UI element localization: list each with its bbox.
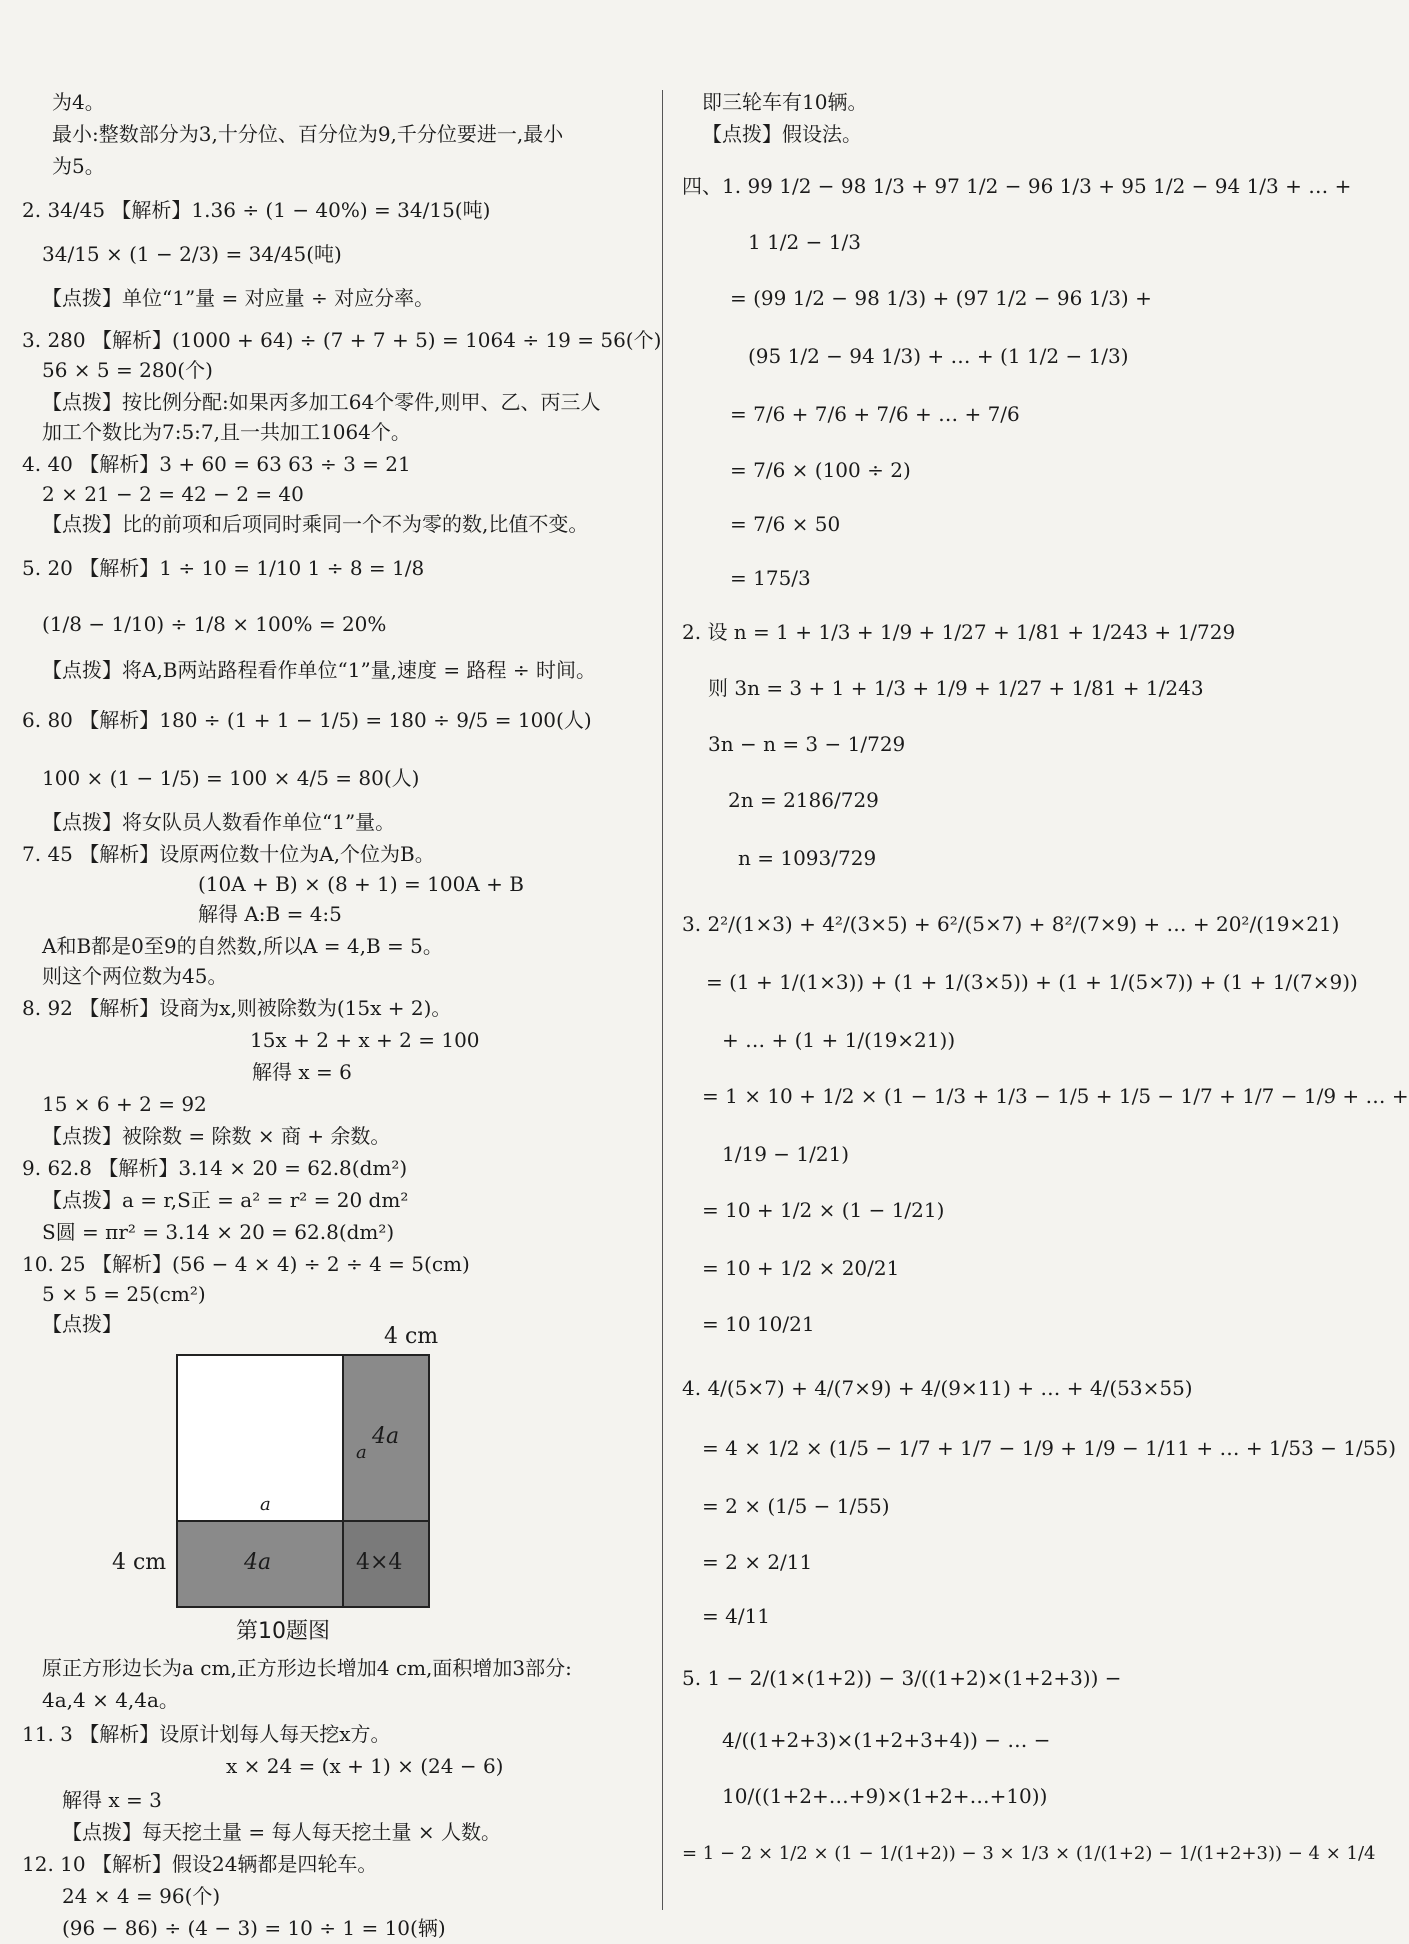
answer-8: 8. 92 【解析】设商为x,则被除数为(15x + 2)。 — [22, 996, 452, 1020]
math-line: = 10 10/21 — [702, 1312, 815, 1336]
answer-10: 10. 25 【解析】(56 − 4 × 4) ÷ 2 ÷ 4 = 5(cm) — [22, 1252, 470, 1276]
section-four-q3: 3. 2²/(1×3) + 4²/(3×5) + 6²/(5×7) + 8²/(7×9) + … + 20²/(19×21) — [682, 912, 1340, 936]
math-line: + … + (1 + 1/(19×21)) — [722, 1028, 956, 1052]
hint-line: 【点拨】比的前项和后项同时乘同一个不为零的数,比值不变。 — [42, 512, 589, 536]
math-line: = 2 × (1/5 − 1/55) — [702, 1494, 890, 1518]
section-four-q1: 四、1. 99 1/2 − 98 1/3 + 97 1/2 − 96 1/3 + 95 1/2 − 94 1/3 + … + — [682, 174, 1352, 198]
text-line: 即三轮车有10辆。 — [702, 90, 868, 114]
text-line: A和B都是0至9的自然数,所以A = 4,B = 5。 — [42, 934, 443, 958]
hint-line: 【点拨】假设法。 — [702, 122, 862, 146]
text-line: 5 × 5 = 25(cm²) — [42, 1282, 206, 1306]
text-line: 最小:整数部分为3,十分位、百分位为9,千分位要进一,最小 — [52, 122, 564, 146]
text-line: 100 × (1 − 1/5) = 100 × 4/5 = 80(人) — [42, 766, 420, 790]
answer-9: 9. 62.8 【解析】3.14 × 20 = 62.8(dm²) — [22, 1156, 408, 1180]
text-line: 则这个两位数为45。 — [42, 964, 228, 988]
math-line: = 10 + 1/2 × (1 − 1/21) — [702, 1198, 945, 1222]
hint-line: 【点拨】每天挖土量 = 每人每天挖土量 × 人数。 — [62, 1820, 501, 1844]
math-line: = (99 1/2 − 98 1/3) + (97 1/2 − 96 1/3) + — [730, 286, 1152, 310]
hint-line: 【点拨】将A,B两站路程看作单位“1”量,速度 = 路程 ÷ 时间。 — [42, 658, 596, 682]
region-corner-label: 4×4 — [356, 1550, 403, 1575]
figure-caption: 第10题图 — [236, 1619, 330, 1644]
math-line: = 1 × 10 + 1/2 × (1 − 1/3 + 1/3 − 1/5 + 1/5 − 1/7 + 1/7 − 1/9 + … + — [702, 1084, 1409, 1108]
answer-3: 3. 280 【解析】(1000 + 64) ÷ (7 + 7 + 5) = 1064 ÷ 19 = 56(个) — [22, 328, 662, 352]
text-line: 34/15 × (1 − 2/3) = 34/45(吨) — [42, 242, 342, 266]
hint-line: 【点拨】单位“1”量 = 对应量 ÷ 对应分率。 — [42, 286, 435, 310]
answer-11: 11. 3 【解析】设原计划每人每天挖x方。 — [22, 1722, 391, 1746]
math-line: = (1 + 1/(1×3)) + (1 + 1/(3×5)) + (1 + 1/(5×7)) + (1 + 1/(7×9)) — [706, 970, 1358, 994]
section-four-q5: 5. 1 − 2/(1×(1+2)) − 3/((1+2)×(1+2+3)) − — [682, 1666, 1122, 1690]
text-line: 15 × 6 + 2 = 92 — [42, 1092, 207, 1116]
text-line: (96 − 86) ÷ (4 − 3) = 10 ÷ 1 = 10(辆) — [62, 1916, 446, 1940]
math-line: 1 1/2 − 1/3 — [748, 230, 861, 254]
text-line: 解得 x = 3 — [62, 1788, 162, 1812]
text-line: 56 × 5 = 280(个) — [42, 358, 213, 382]
math-line: (95 1/2 − 94 1/3) + … + (1 1/2 − 1/3) — [748, 344, 1129, 368]
text-line: (1/8 − 1/10) ÷ 1/8 × 100% = 20% — [42, 612, 387, 636]
math-line: 则 3n = 3 + 1 + 1/3 + 1/9 + 1/27 + 1/81 + 1/243 — [708, 676, 1204, 700]
answer-6: 6. 80 【解析】180 ÷ (1 + 1 − 1/5) = 180 ÷ 9/5 = 100(人) — [22, 708, 592, 732]
math-line: 10/((1+2+…+9)×(1+2+…+10)) — [722, 1784, 1048, 1808]
section-four-q2: 2. 设 n = 1 + 1/3 + 1/9 + 1/27 + 1/81 + 1/243 + 1/729 — [682, 620, 1236, 644]
hint-line: 【点拨】被除数 = 除数 × 商 + 余数。 — [42, 1124, 391, 1148]
answer-12: 12. 10 【解析】假设24辆都是四轮车。 — [22, 1852, 378, 1876]
answer-4: 4. 40 【解析】3 + 60 = 63 63 ÷ 3 = 21 — [22, 452, 411, 476]
section-four-q4: 4. 4/(5×7) + 4/(7×9) + 4/(9×11) + … + 4/(53×55) — [682, 1376, 1193, 1400]
text-line: 4a,4 × 4,4a。 — [42, 1688, 179, 1712]
figure-q10 — [112, 1324, 472, 1644]
text-line: 为5。 — [52, 154, 105, 178]
region-bottom-label: 4a — [244, 1550, 272, 1575]
math-line: 2n = 2186/729 — [728, 788, 879, 812]
text-line: 解得 x = 6 — [252, 1060, 352, 1084]
math-line: = 4 × 1/2 × (1/5 − 1/7 + 1/7 − 1/9 + 1/9 − 1/11 + … + 1/53 − 1/55) — [702, 1436, 1397, 1460]
text-line: 加工个数比为7:5:7,且一共加工1064个。 — [42, 420, 411, 444]
math-line: = 4/11 — [702, 1604, 771, 1628]
answer-2: 2. 34/45 【解析】1.36 ÷ (1 − 40%) = 34/15(吨) — [22, 198, 491, 222]
math-line: = 1 − 2 × 1/2 × (1 − 1/(1+2)) − 3 × 1/3 × (1/(1+2) − 1/(1+2+3)) − 4 × 1/4 — [682, 1843, 1376, 1864]
region-right-label: 4a — [372, 1424, 400, 1449]
math-line: = 10 + 1/2 × 20/21 — [702, 1256, 900, 1280]
text-line: 2 × 21 − 2 = 42 − 2 = 40 — [42, 482, 304, 506]
text-line: (10A + B) × (8 + 1) = 100A + B — [198, 872, 524, 896]
hint-line: 【点拨】将女队员人数看作单位“1”量。 — [42, 810, 396, 834]
hint-line: 【点拨】a = r,S正 = a² = r² = 20 dm² — [42, 1188, 409, 1212]
figure-bottom-label: a — [260, 1494, 271, 1515]
figure-side-label: a — [356, 1442, 367, 1463]
math-line: = 7/6 × (100 ÷ 2) — [730, 458, 911, 482]
text-line: 原正方形边长为a cm,正方形边长增加4 cm,面积增加3部分: — [42, 1656, 572, 1680]
answer-5: 5. 20 【解析】1 ÷ 10 = 1/10 1 ÷ 8 = 1/8 — [22, 556, 425, 580]
text-line: 24 × 4 = 96(个) — [62, 1884, 221, 1908]
figure-left-label: 4 cm — [112, 1550, 167, 1575]
text-line: 15x + 2 + x + 2 = 100 — [250, 1028, 480, 1052]
hint-label: 【点拨】 — [42, 1312, 122, 1336]
math-line: n = 1093/729 — [738, 846, 877, 870]
column-divider — [662, 90, 663, 1910]
math-line: = 7/6 + 7/6 + 7/6 + … + 7/6 — [730, 402, 1020, 426]
hint-line: 【点拨】按比例分配:如果丙多加工64个零件,则甲、乙、丙三人 — [42, 390, 601, 414]
math-line: 1/19 − 1/21) — [722, 1142, 850, 1166]
math-line: 3n − n = 3 − 1/729 — [708, 732, 906, 756]
answer-7: 7. 45 【解析】设原两位数十位为A,个位为B。 — [22, 842, 435, 866]
math-line: = 7/6 × 50 — [730, 512, 841, 536]
text-line: 解得 A:B = 4:5 — [198, 902, 342, 926]
math-line: 4/((1+2+3)×(1+2+3+4)) − … − — [722, 1728, 1051, 1752]
text-line: x × 24 = (x + 1) × (24 − 6) — [226, 1754, 504, 1778]
text-line: S圆 = πr² = 3.14 × 20 = 62.8(dm²) — [42, 1220, 395, 1244]
text-line: 为4。 — [52, 90, 105, 114]
figure-top-label: 4 cm — [384, 1324, 439, 1349]
math-line: = 2 × 2/11 — [702, 1550, 813, 1574]
math-line: = 175/3 — [730, 566, 811, 590]
